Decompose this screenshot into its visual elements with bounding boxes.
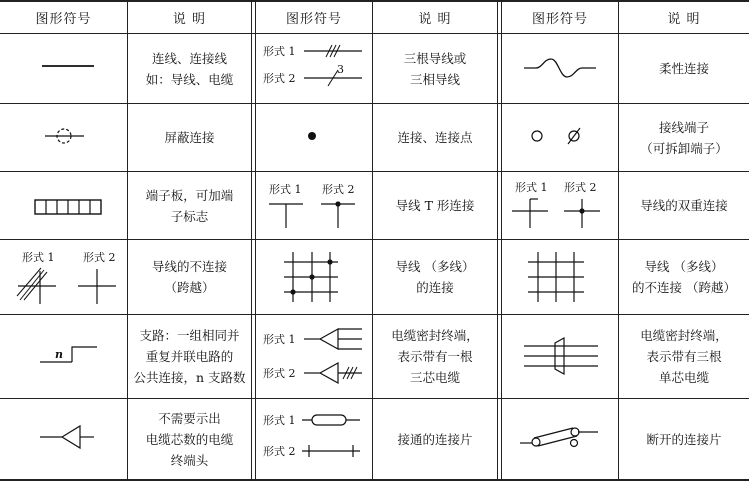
description-line: 断开的连接片 xyxy=(646,431,722,447)
description-line: 重复并联电路的 xyxy=(145,349,234,364)
description-line: 三相导线 xyxy=(409,71,460,87)
shielded-connection-symbol xyxy=(0,104,127,171)
connection-point-symbol xyxy=(256,104,372,171)
header-symbol-1: 图形符号 xyxy=(35,12,92,27)
description-line: 单芯电缆 xyxy=(658,370,709,385)
flexible-connection-symbol xyxy=(502,34,618,103)
description-line: 不需要示出 xyxy=(158,410,221,426)
form2-label: 形式 2 xyxy=(564,181,597,194)
form1-label: 形式 1 xyxy=(269,183,302,196)
form2-label: 形式 2 xyxy=(263,367,296,380)
description-cell xyxy=(373,172,497,239)
cable-seal-3core-symbol xyxy=(256,315,372,398)
form2-label: 形式 2 xyxy=(263,72,296,85)
description-cell xyxy=(619,240,749,314)
form1-label: 形式 1 xyxy=(515,181,548,194)
description-line: 子标志 xyxy=(170,208,209,224)
connection-line-symbol xyxy=(0,34,127,103)
description-cell xyxy=(373,240,497,314)
description-line: 三芯电缆 xyxy=(409,370,460,385)
description-cell xyxy=(373,34,497,103)
header-symbol-3: 图形符号 xyxy=(531,12,588,27)
description-cell xyxy=(619,104,749,171)
description-cell xyxy=(619,34,749,103)
description-cell xyxy=(619,315,749,398)
table-bottom-rule xyxy=(0,479,749,481)
branch-count-label: n xyxy=(55,348,63,361)
description-line: 的连接 xyxy=(416,280,454,295)
description-line: 柔性连接 xyxy=(658,61,709,76)
description-line: 接通的连接片 xyxy=(397,431,473,447)
description-cell xyxy=(128,315,251,398)
header-symbol-2: 图形符号 xyxy=(285,12,342,27)
group-rule xyxy=(497,0,498,481)
description-line: 电缆密封终端， xyxy=(391,328,479,343)
description-line: 如：导线、电缆 xyxy=(145,71,234,87)
header-description-1: 说 明 xyxy=(172,12,207,27)
description-line: 支路：一组相同并 xyxy=(139,328,240,343)
t-connection-symbol xyxy=(256,172,372,239)
description-line: 表示带有一根 xyxy=(397,349,473,364)
form2-label: 形式 2 xyxy=(322,183,355,196)
description-line: 电缆芯数的电缆 xyxy=(145,431,234,447)
description-line: 端子板，可加端 xyxy=(145,187,234,203)
group-rule xyxy=(251,0,252,481)
description-line: 电缆密封终端， xyxy=(640,328,728,343)
form1-label: 形式 1 xyxy=(22,251,55,264)
form2-label: 形式 2 xyxy=(83,251,116,264)
description-line: 导线 T 形连接 xyxy=(395,198,475,213)
description-cell xyxy=(619,172,749,239)
description-line: 导线 （多线） xyxy=(644,259,724,274)
closed-link-symbol xyxy=(256,399,372,479)
description-line: 接线端子 xyxy=(658,119,709,135)
description-cell xyxy=(373,315,497,398)
form1-label: 形式 1 xyxy=(263,45,296,58)
description-cell xyxy=(373,104,497,171)
branch-symbol xyxy=(0,315,127,398)
three-wire-symbol xyxy=(256,34,372,103)
cable-seal-single-core-symbol xyxy=(502,315,618,398)
terminal-symbol xyxy=(502,104,618,171)
description-line: 公共连接，n 支路数 xyxy=(133,370,246,385)
open-link-symbol xyxy=(502,399,618,479)
count-label: 3 xyxy=(337,63,344,76)
description-line: 三根导线或 xyxy=(403,50,467,66)
description-line: 导线的双重连接 xyxy=(640,198,728,213)
description-line: 导线 （多线） xyxy=(395,259,475,274)
form1-label: 形式 1 xyxy=(263,333,296,346)
header-description-2: 说 明 xyxy=(418,12,452,27)
description-cell xyxy=(128,34,251,103)
description-line: 的不连接 （跨越） xyxy=(632,280,736,295)
form1-label: 形式 1 xyxy=(263,414,296,427)
description-cell xyxy=(128,172,251,239)
description-cell xyxy=(128,104,251,171)
description-line: 表示带有三根 xyxy=(646,349,722,364)
description-cell xyxy=(128,399,251,479)
form2-label: 形式 2 xyxy=(263,445,296,458)
description-line: 导线的不连接 xyxy=(151,259,227,274)
description-cell xyxy=(373,399,497,479)
multi-wire-no-connection-symbol xyxy=(502,240,618,314)
header-description-3: 说 明 xyxy=(667,12,701,27)
terminal-board-symbol xyxy=(0,172,127,239)
description-line: （跨越） xyxy=(164,280,215,295)
description-cell xyxy=(619,399,749,479)
double-connection-symbol xyxy=(502,172,618,239)
cable-end-symbol xyxy=(0,399,127,479)
description-line: 连线、连接线 xyxy=(151,50,227,66)
description-line: 终端头 xyxy=(170,452,209,468)
description-cell xyxy=(128,240,251,314)
description-line: （可拆卸端子） xyxy=(640,140,728,156)
description-line: 屏蔽连接 xyxy=(164,130,215,145)
multi-wire-connection-symbol xyxy=(256,240,372,314)
description-line: 连接、连接点 xyxy=(397,130,473,145)
crossing-no-connection-symbol xyxy=(0,240,127,314)
